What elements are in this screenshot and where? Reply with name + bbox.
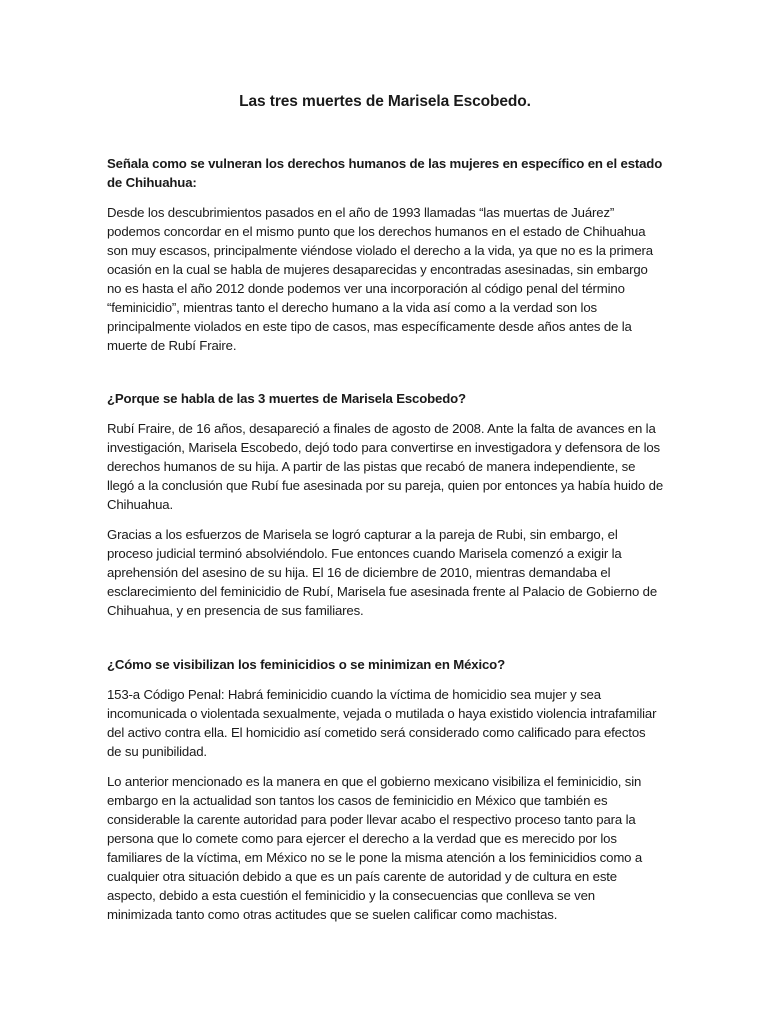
section-heading: Señala como se vulneran los derechos humanos de las mujeres en específico en el estado de Chihuahua:: [107, 156, 663, 190]
document-body: [107, 92, 663, 960]
paragraph: Rubí Fraire, de 16 años, desapareció a finales de agosto de 2008. Ante la falta de avances en la investigación, Marisela Escobedo, dejó todo para convertirse en investigadora y defensora de los derechos humanos de su hija. A partir de las pistas que recabó de manera independiente, se llegó a la conclusión que Rubí fue asesinada por su pareja, quien por entonces ya había huido de Chihuahua.: [107, 421, 663, 512]
section-derechos-chihuahua: [107, 154, 663, 355]
paragraph: Lo anterior mencionado es la manera en que el gobierno mexicano visibiliza el feminicidio, sin embargo en la actualidad son tantos los casos de feminicidio en México que también es considerable la carente autoridad para poder llevar acabo el respectivo proceso tanto para la persona que lo comete como para ejercer el derecho a la verdad que es merecido por los familiares de la víctima, em México no se le pone la misma atención a los feminicidios como a cualquier otra situación debido a que es un país carente de autoridad y de cultura en este aspecto, debido a esta cuestión el feminicidio y la consecuencias que conlleva se ven minimizada tanto como otras actitudes que se suelen calificar como machistas.: [107, 774, 643, 922]
section-feminicidios-mexico: [107, 655, 663, 924]
section-heading: ¿Porque se habla de las 3 muertes de Marisela Escobedo?: [107, 391, 466, 406]
section-tres-muertes: [107, 389, 663, 620]
paragraph: Gracias a los esfuerzos de Marisela se logró capturar a la pareja de Rubi, sin embargo, el proceso judicial terminó absolviéndolo. Fue entonces cuando Marisela comenzó a exigir la aprehensión del asesino de su hija. El 16 de diciembre de 2010, mientras demandaba el esclarecimiento del feminicidio de Rubí, Marisela fue asesinada frente al Palacio de Gobierno de Chihuahua, y en presencia de sus familiares.: [107, 527, 658, 618]
paragraph: 153-a Código Penal: Habrá feminicidio cuando la víctima de homicidio sea mujer y sea incomunicada o violentada sexualmente, vejada o mutilada o haya existido violencia intrafamiliar del activo contra ella. El homicidio así cometido será considerado como calificado para efectos de su punibilidad.: [107, 687, 657, 759]
document-title: Las tres muertes de Marisela Escobedo.: [239, 93, 531, 110]
paragraph: Desde los descubrimientos pasados en el año de 1993 llamadas “las muertas de Juárez” podemos concordar en el mismo punto que los derechos humanos en el estado de Chihuahua son muy escasos, principalmente viéndose violado el derecho a la vida, ya que no es la primera ocasión en la cual se habla de mujeres desaparecidas y encontradas asesinadas, sin embargo no es hasta el año 2012 donde podemos ver una incorporación al código penal del término “feminicidio”, mientras tanto el derecho humano a la vida así como a la verdad son los principalmente violados en este tipo de casos, mas específicamente desde años antes de la muerte de Rubí Fraire.: [107, 205, 653, 353]
section-heading: ¿Cómo se visibilizan los feminicidios o se minimizan en México?: [107, 657, 505, 672]
